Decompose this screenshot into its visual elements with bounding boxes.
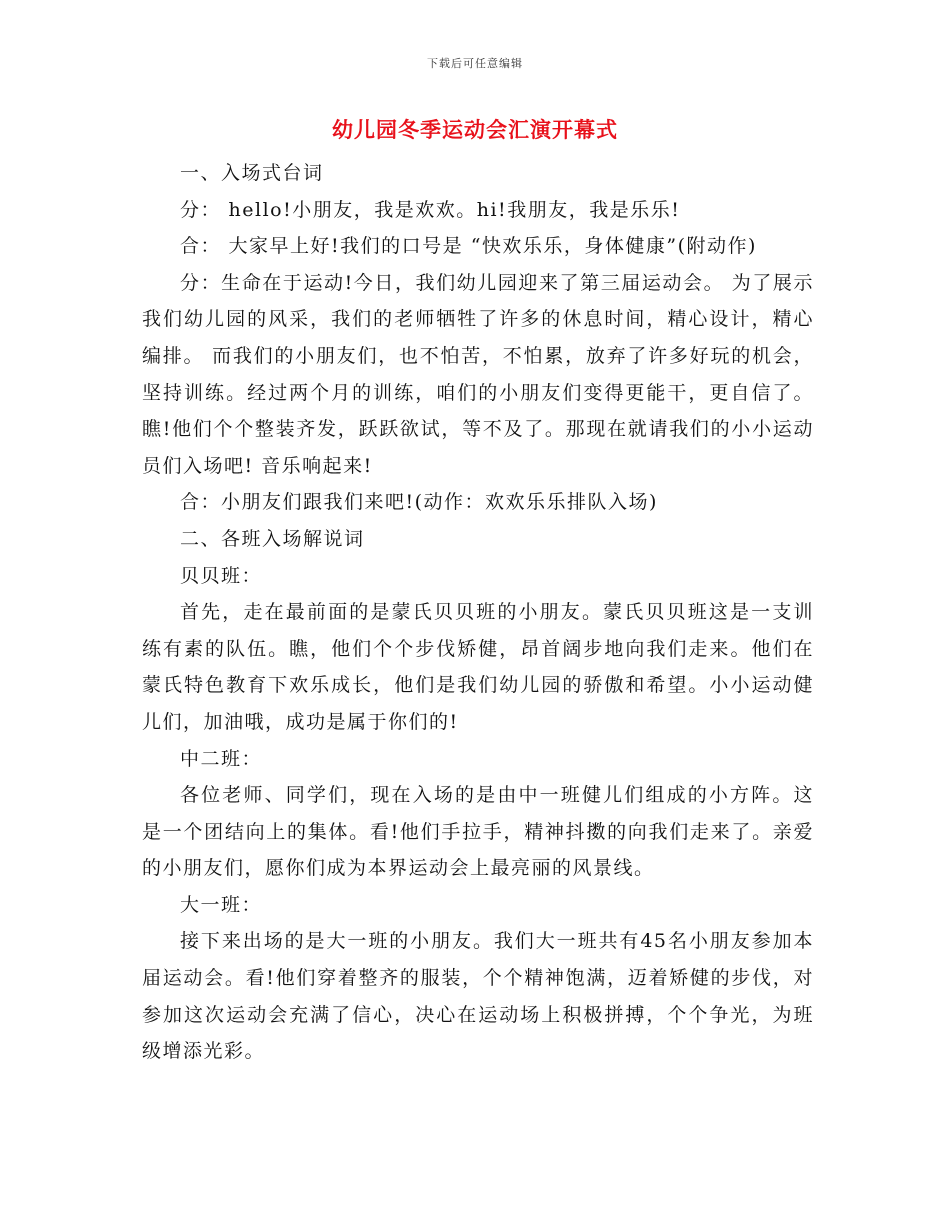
class-commentary: 各位老师、同学们，现在入场的是由中一班健儿们组成的小方阵。这是一个团结向上的集体。看!他们手拉手，精神抖擞的向我们走来了。亲爱的小朋友们，愿你们成为本界运动会上最亮丽的风景线。	[142, 784, 814, 880]
class-name-label: 大一班：	[180, 893, 263, 916]
dialogue-line: 分： hello!小朋友，我是欢欢。hi!我朋友，我是乐乐!	[180, 198, 681, 221]
dialogue-paragraph: 分：生命在于运动!今日，我们幼儿园迎来了第三届运动会。 为了展示我们幼儿园的风采，我们的老师牺牲了许多的休息时间，精心设计，精心编排。 而我们的小朋友们，也不怕苦，不怕累，放弃了许多好玩的机会，坚持训练。经过两个月的训练，咱们的小朋友们变得更能干，更自信了。 瞧!他们个个整装齐发，跃跃欲试，等不及了。那现在就请我们的小小运动员们入场吧! 音乐响起来!	[142, 271, 814, 477]
section-heading-entrance-lines: 一、入场式台词	[180, 162, 324, 184]
dialogue-line: 合： 大家早上好!我们的口号是 “快欢乐乐，身体健康”(附动作)	[180, 235, 757, 258]
section-heading-class-commentary: 二、各班入场解说词	[180, 527, 365, 550]
header-note: 下载后可任意编辑	[427, 57, 523, 70]
class-name-label: 贝贝班：	[180, 564, 263, 587]
class-commentary: 接下来出场的是大一班的小朋友。我们大一班共有45名小朋友参加本届运动会。看!他们穿着整齐的服装，个个精神饱满，迈着矫健的步伐，对参加这次运动会充满了信心，决心在运动场上积极拼搏，个个争光，为班级增添光彩。	[142, 930, 814, 1063]
class-name-label: 中二班：	[180, 747, 263, 770]
document-body	[142, 155, 814, 1070]
dialogue-line: 合：小朋友们跟我们来吧!(动作：欢欢乐乐排队入场)	[180, 491, 658, 514]
class-commentary: 首先，走在最前面的是蒙氏贝贝班的小朋友。蒙氏贝贝班这是一支训练有素的队伍。瞧，他们个个步伐矫健，昂首阔步地向我们走来。他们在蒙氏特色教育下欢乐成长，他们是我们幼儿园的骄傲和希望。小小运动健儿们，加油哦，成功是属于你们的!	[142, 601, 814, 733]
document-title: 幼儿园冬季运动会汇演开幕式	[332, 117, 618, 142]
